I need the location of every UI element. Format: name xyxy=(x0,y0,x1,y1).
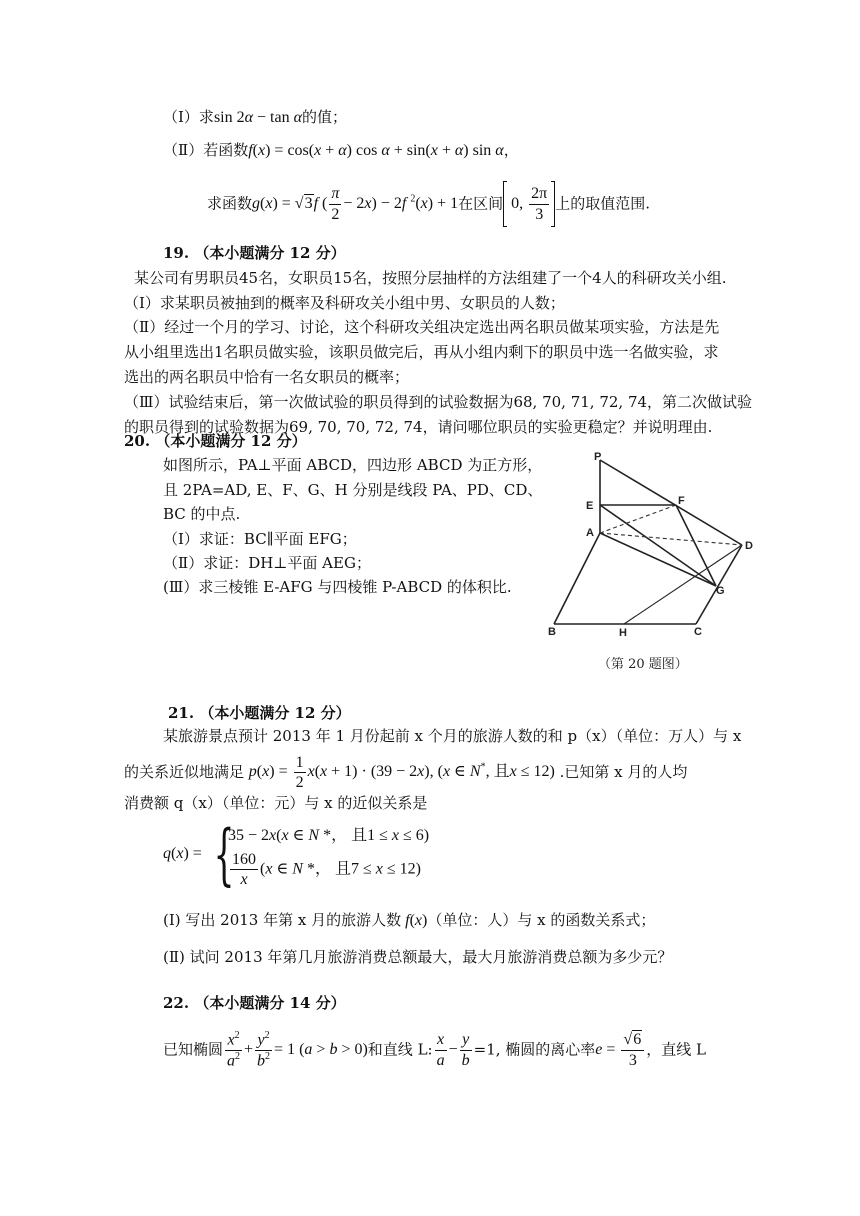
formula-sin2a-tana: sin 2α − tan α xyxy=(213,109,302,126)
q21-line3: 消费额 q（x）（单位：元）与 x 的近似关系是 xyxy=(124,794,428,812)
q18-part2-g: 求函数g(x) = √3f ( $\frac{\pi}{2}$ − 2x) − 2f $^2$(x) + 1在区间 0, $\frac{2\pi}{3}$ 上的取值范围. xyxy=(207,181,650,227)
label-D: D xyxy=(745,540,753,552)
q19-part3-line2: 的职员得到的试验数据为69, 70, 70, 72, 74，请问哪位职员的实验更稳定？并说明理由. xyxy=(124,418,713,436)
label-E: E xyxy=(586,500,594,512)
q21-part1: (Ⅰ) 写出 2013 年第 x 月的旅游人数 f(x)（单位：人）与 x 的函数关系式； xyxy=(163,911,656,929)
pyramid-figure xyxy=(544,448,764,678)
label-C: C xyxy=(694,626,702,638)
formula-eccentricity: e = $\frac{√6}{3}$ xyxy=(595,1041,646,1058)
q19-part1: （Ⅰ）求某职员被抽到的概率及科研攻关小组中男、女职员的人数； xyxy=(124,294,565,312)
q20-line1: 如图所示，PA⊥平面 ABCD，四边形 ABCD 为正方形， xyxy=(163,456,543,474)
label-B: B xyxy=(548,626,556,638)
q19-part2-line1: （Ⅱ）经过一个月的学习、讨论，这个科研攻关组决定选出两名职员做某项实验，方法是先 xyxy=(124,318,720,336)
formula-ellipse: $\frac{x^2}{a^2}$ + $\frac{y^2}{b^2}$ = 1 (a > b > 0) xyxy=(227,1030,368,1069)
formula-f-definition: f(x) = cos(x + α) cos α + sin(x + α) sin α xyxy=(248,142,504,159)
label-P: P xyxy=(594,451,602,463)
formula-line-L: $\frac{x}{a}$ − $\frac{y}{b}$ xyxy=(436,1031,470,1069)
label-H: H xyxy=(619,627,627,639)
label-A: A xyxy=(586,527,594,539)
q18-part2: （Ⅱ）若函数f(x) = cos(x + α) cos α + sin(x + α) sin α， xyxy=(163,141,519,159)
q20-part2: （Ⅱ）求证：DH⊥平面 AEG； xyxy=(163,554,371,572)
q19-intro: 某公司有男职员45名，女职员15名，按照分层抽样的方法组建了一个4人的科研攻关小组. xyxy=(134,269,727,287)
q20-line2: 且 2PA=AD, E、F、G、H 分别是线段 PA、PD、CD、 xyxy=(163,481,543,499)
q22-header: 22. （本小题满分 14 分） xyxy=(163,994,346,1012)
q20-header: 20. （本小题满分 12 分） xyxy=(124,432,307,450)
q21-line1: 某旅游景点预计 2013 年 1 月份起前 x 个月的旅游人数的和 p（x）（单位：万人）与 x xyxy=(163,727,742,745)
q20-part3: (Ⅲ）求三棱锥 E-AFG 与四棱锥 P-ABCD 的体积比. xyxy=(163,578,512,596)
figure-caption: （第 20 题图） xyxy=(598,657,688,672)
q18-part1: （Ⅰ）求sin 2α − tan α的值； xyxy=(163,108,348,126)
piecewise-brace: { xyxy=(213,816,235,893)
formula-interval: 0, $\frac{2\pi}{3}$ xyxy=(503,195,555,212)
formula-q-case1: 35 − 2x(x ∈ N *， 且1 ≤ x ≤ 6) xyxy=(228,827,430,844)
q19-part2-line2: 从小组里选出1名职员做实验，该职员做完后，再从小组内剩下的职员中选一名做实验，求 xyxy=(124,343,719,361)
formula-g-definition: g(x) = √3f ( $\frac{\pi}{2}$ − 2x) − 2f $^2$(x) + 1 xyxy=(252,185,459,223)
q20-part1: （Ⅰ）求证：BC∥平面 EFG； xyxy=(163,530,357,548)
q21-part2: (Ⅱ) 试问 2013 年第几月旅游消费总额最大，最大月旅游消费总额为多少元？ xyxy=(163,948,673,966)
formula-q-case2: $\frac{160}{x}$ (x ∈ N *， 且7 ≤ x ≤ 12) xyxy=(232,851,421,889)
q22-line1: 已知椭圆 $\frac{x^2}{a^2}$ + $\frac{y^2}{b^2}$ = 1 (a > b > 0)和直线 L: $\frac{x}{a}$ − $\frac{y}{b}$ =1, 椭圆的离心率e = $\frac{√6}{3}$ ，直线 L xyxy=(163,1030,706,1069)
q19-header: 19. （本小题满分 12 分） xyxy=(163,244,346,262)
formula-q-label: q(x) = xyxy=(163,845,202,862)
edge-PD xyxy=(600,460,742,545)
q21-header: 21. （本小题满分 12 分） xyxy=(168,704,351,722)
formula-p: p(x) = $\frac{1}{2}$ x(x + 1) · (39 − 2x), (x ∈ N*, 且x ≤ 12) xyxy=(248,754,555,792)
q19-part2-line3: 选出的两名职员中恰有一名女职员的概率； xyxy=(124,368,410,386)
formula-fx: f(x) xyxy=(405,912,428,929)
edge-AF-hidden xyxy=(600,505,676,533)
label-F: F xyxy=(678,495,685,507)
edge-AB xyxy=(554,533,600,624)
label-G: G xyxy=(716,585,725,597)
q20-line3: BC 的中点. xyxy=(163,505,241,523)
q19-part3-line1: （Ⅲ）试验结束后，第一次做试验的职员得到的试验数据为68, 70, 71, 72, 74，第二次做试验 xyxy=(124,393,753,411)
q21-line2: 的关系近似地满足 p(x) = $\frac{1}{2}$ x(x + 1) · (39 − 2x), (x ∈ N*, 且x ≤ 12) .已知第 x 月的人均 xyxy=(124,754,688,792)
